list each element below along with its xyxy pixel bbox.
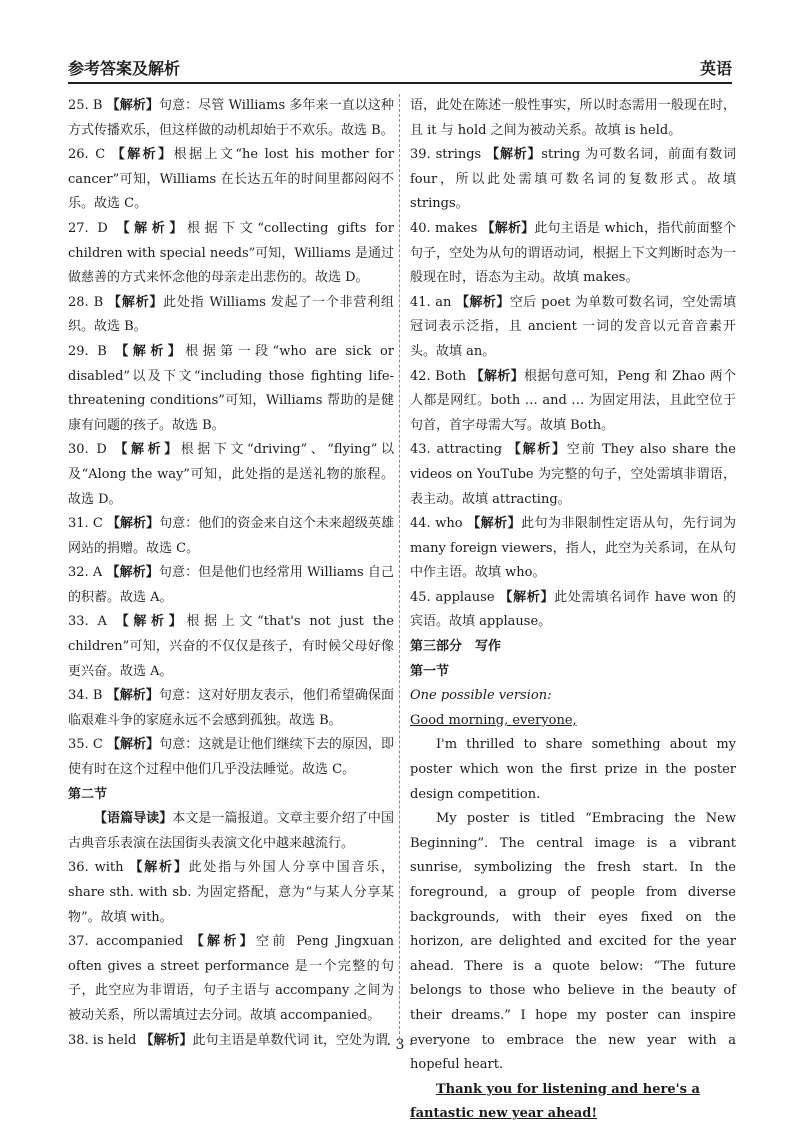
analysis-tag: 【解析】 bbox=[190, 934, 256, 950]
answer-item bbox=[68, 610, 394, 684]
section2-title: 第二节 bbox=[68, 786, 108, 802]
analysis-tag: 【解析】 bbox=[108, 294, 164, 310]
analysis-tag: 【解析】 bbox=[116, 220, 187, 236]
answer-number: 41. an bbox=[410, 294, 452, 310]
answer-number: 30. D bbox=[68, 442, 107, 458]
answer-number: 31. C bbox=[68, 516, 103, 532]
analysis-text: 句意：尽管 Williams 多年来一直以这种方式传播欢乐，但这样做的动机却始于不欢乐。故选 B。 bbox=[68, 98, 394, 138]
part3-title: 第三部分 写作 bbox=[410, 639, 502, 655]
answer-item bbox=[68, 930, 394, 1028]
analysis-text: 空后 poet 为单数可数名词，空处需填冠词表示泛指，且 ancient 一词的发音以元音音素开头。故填 an。 bbox=[410, 294, 736, 359]
essay-greeting: Good morning, everyone, bbox=[410, 712, 577, 728]
answer-item bbox=[68, 561, 394, 610]
answer-item bbox=[68, 143, 394, 217]
analysis-tag: 【解析】 bbox=[499, 589, 555, 605]
header-title: 参考答案及解析 bbox=[68, 59, 181, 78]
answer-item bbox=[68, 94, 394, 143]
answer-number: 27. D bbox=[68, 220, 108, 236]
answer-item bbox=[410, 291, 736, 365]
answer-number: 25. B bbox=[68, 98, 103, 113]
analysis-text: 此处需填名词作 have won 的宾语。故填 applause。 bbox=[410, 589, 736, 630]
answer-number: 39. strings bbox=[410, 147, 482, 163]
analysis-text: 句意：这对好朋友表示，他们希望确保面临艰难斗争的家庭永远不会感到孤独。故选 B。 bbox=[68, 688, 394, 728]
essay-paragraph-1: I'm thrilled to share something about my poster which won the first prize in the poster design competition. bbox=[410, 737, 736, 802]
answer-item bbox=[68, 438, 394, 512]
answer-item bbox=[68, 733, 394, 782]
column-divider bbox=[399, 94, 400, 1044]
essay-paragraph-2: My poster is titled “Embracing the New Beginning”. The central image is a vibrant sunrise, symbolizing the fresh start. In the foreground, a group of people from diverse backgrounds, with their eyes fixed on the horizon, are delighted and excited for the year ahead. There is a quote below: “The future belongs to those who believe in the beauty of their dreams.” I hope my poster can inspire everyone to embrace the new year with a hopeful heart. bbox=[410, 811, 736, 1073]
left-column bbox=[68, 94, 394, 1053]
analysis-text: 此句主语是单数代词 it，空处为谓 bbox=[192, 1032, 388, 1048]
analysis-tag: 【解析】 bbox=[507, 442, 567, 458]
analysis-text: 根据上文“he lost his mother for cancer”可知，Williams 在长达五年的时间里都闷闷不乐。故选 C。 bbox=[68, 147, 394, 212]
header-subject: 英语 bbox=[699, 59, 732, 78]
analysis-tag: 【解析】 bbox=[470, 368, 524, 384]
answer-number: 32. A bbox=[68, 565, 103, 581]
analysis-tag: 【解析】 bbox=[114, 442, 181, 458]
continuation-text: 语，此处在陈述一般性事实，所以时态需用一般现在时，且 it 与 hold 之间为被动关系。故填 is held。 bbox=[410, 98, 736, 138]
guide-text: 本文是一篇报道。文章主要介绍了中国古典音乐表演在法国街头表演文化中越来越流行。 bbox=[68, 811, 394, 851]
answer-number: 26. C bbox=[68, 147, 106, 163]
answer-item bbox=[68, 217, 394, 291]
answer-item bbox=[410, 365, 736, 439]
analysis-text: 句意：但是他们也经常用 Williams 自己的积蓄。故选 A。 bbox=[68, 565, 394, 605]
answer-item bbox=[410, 586, 736, 635]
analysis-text: 句意：这就是让他们继续下去的原因，即使有时在这个过程中他们几乎没法睡觉。故选 C。 bbox=[68, 737, 394, 778]
analysis-text: 根据下文“collecting gifts for children with special needs”可知，Williams 是通过做慈善的方式来怀念他的母亲走出悲伤的。故选 D。 bbox=[68, 220, 394, 286]
analysis-text: 此处指 Williams 发起了一个非营利组织。故选 B。 bbox=[68, 294, 394, 335]
analysis-tag: 【解析】 bbox=[129, 860, 189, 876]
answer-number: 44. who bbox=[410, 516, 463, 532]
analysis-text: 此句为非限制性定语从句，先行词为 many foreign viewers，指人，此空为关系词，在从句中作主语。故填 who。 bbox=[410, 516, 736, 581]
answer-number: 42. Both bbox=[410, 368, 467, 384]
analysis-text: 句意：他们的资金来自这个未来超级英雄网站的捐赠。故选 C。 bbox=[68, 516, 394, 556]
analysis-tag: 【解析】 bbox=[107, 737, 160, 753]
answer-number: 35. C bbox=[68, 737, 103, 753]
analysis-tag: 【解析】 bbox=[111, 147, 174, 163]
answer-number: 45. applause bbox=[410, 589, 495, 605]
answer-number: 37. accompanied bbox=[68, 934, 184, 950]
part3-subsection: 第一节 bbox=[410, 663, 450, 679]
analysis-tag: 【解析】 bbox=[107, 516, 160, 532]
analysis-tag: 【解析】 bbox=[486, 147, 542, 163]
analysis-text: 此处指与外国人分享中国音乐，share sth. with sb. 为固定搭配，意为“与某人分享某物”。故填 with。 bbox=[68, 860, 394, 925]
answer-number: 33. A bbox=[68, 614, 107, 630]
page-header bbox=[68, 54, 732, 84]
answer-item bbox=[68, 340, 394, 438]
analysis-tag: 【解析】 bbox=[115, 614, 187, 630]
essay-closing: Thank you for listening and here's a fantastic new year ahead! bbox=[410, 1081, 700, 1122]
answer-item bbox=[68, 684, 394, 733]
analysis-tag: 【解析】 bbox=[106, 565, 159, 581]
analysis-text: 此句主语是 which，指代前面整个句子，空处为从句的谓语动词，根据上下文判断时态为一般现在时，语态为主动。故填 makes。 bbox=[410, 220, 736, 286]
answer-number: 34. B bbox=[68, 688, 103, 704]
answer-number: 38. is held bbox=[68, 1032, 137, 1048]
analysis-text: 根据句意可知，Peng 和 Zhao 两个人都是网红。both … and … 为固定用法，且此空位于句首，首字母需大写。故填 Both。 bbox=[410, 368, 736, 433]
analysis-tag: 【解析】 bbox=[106, 688, 159, 704]
answer-number: 29. B bbox=[68, 343, 107, 359]
analysis-text: 空前 They also share the videos on YouTube 为完整的句子，空处需填非谓语，表主动。故填 attracting。 bbox=[410, 442, 736, 507]
answer-item bbox=[68, 291, 394, 340]
answer-item bbox=[410, 143, 736, 217]
analysis-text: 根据上文“that's not just the children”可知，兴奋的不仅仅是孩子，有时候父母好像更兴奋。故选 A。 bbox=[68, 614, 394, 679]
answer-item bbox=[410, 217, 736, 291]
page-number: · 3 · bbox=[386, 1037, 414, 1053]
analysis-text: 根据第一段“who are sick or disabled”以及下文“including those fighting life-threatening conditions”可知，Williams 帮助的是健康有问题的孩子。故选 B。 bbox=[68, 343, 394, 433]
analysis-tag: 【解析】 bbox=[106, 98, 160, 113]
answer-item bbox=[410, 512, 736, 586]
answer-item bbox=[68, 856, 394, 930]
answer-number: 43. attracting bbox=[410, 442, 503, 458]
answer-number: 36. with bbox=[68, 860, 124, 876]
right-column bbox=[410, 94, 736, 1127]
analysis-tag: 【解析】 bbox=[467, 516, 522, 532]
guide-tag: 【语篇导读】 bbox=[94, 811, 173, 827]
analysis-text: 根据下文“driving”、“flying”以及“Along the way”可知，此处指的是送礼物的旅程。故选 D。 bbox=[68, 442, 395, 507]
answer-number: 28. B bbox=[68, 294, 104, 310]
answer-item bbox=[68, 512, 394, 561]
analysis-tag: 【解析】 bbox=[481, 220, 535, 236]
answer-item bbox=[410, 438, 736, 512]
analysis-tag: 【解析】 bbox=[455, 294, 510, 310]
analysis-tag: 【解析】 bbox=[115, 343, 186, 359]
analysis-tag: 【解析】 bbox=[140, 1032, 193, 1048]
version-label: One possible version: bbox=[410, 688, 552, 704]
reading-guide bbox=[68, 807, 394, 856]
answer-number: 40. makes bbox=[410, 220, 478, 236]
analysis-text: string 为可数名词，前面有数词 four，所以此处需填可数名词的复数形式。故填 strings。 bbox=[410, 147, 736, 212]
analysis-text: 空前 Peng Jingxuan often gives a street performance 是一个完整的句子，此空应为非谓语，句子主语与 accompany 之间为被动关系，所以需填过去分词。故填 accompanied。 bbox=[68, 934, 394, 1023]
